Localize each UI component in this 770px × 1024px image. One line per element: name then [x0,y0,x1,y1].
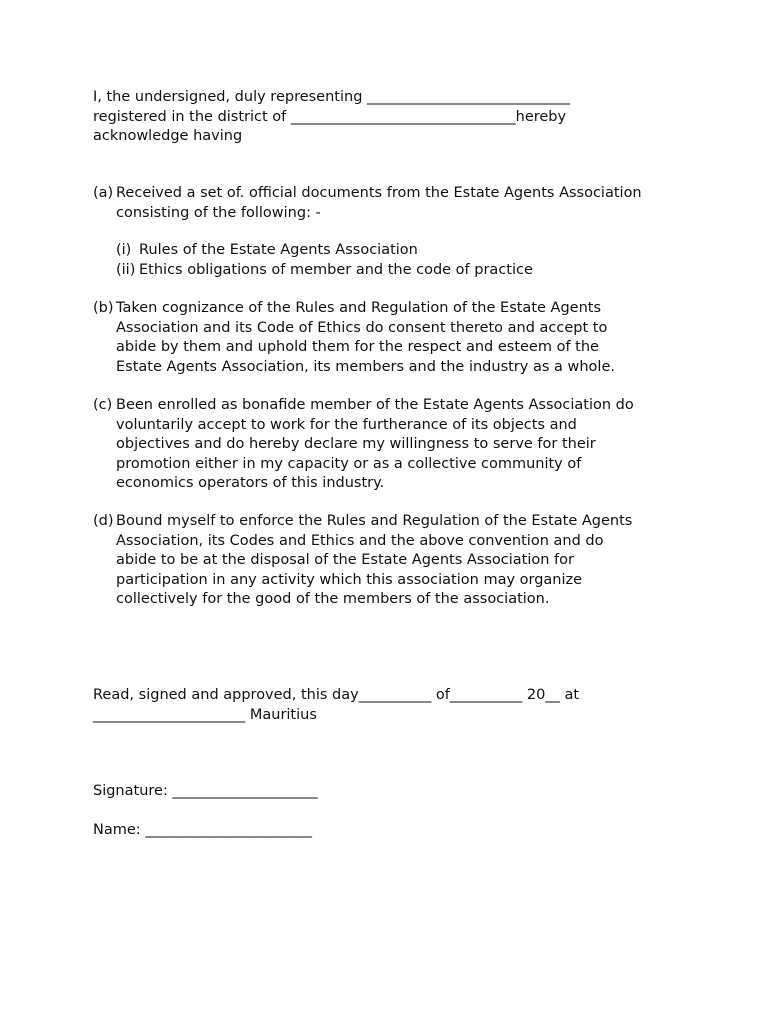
clause-line: Association and its Code of Ethics do consent thereto and accept to [116,319,608,336]
intro-paragraph [93,88,693,147]
subclause-i [116,241,676,261]
clause-label: (d) [93,513,114,529]
subclause-ii [116,261,676,281]
clause-text [116,396,683,494]
subclause-text: Ethics obligations of member and the code of practice [139,262,533,278]
clause-line: objectives and do hereby declare my willingness to serve for their [116,436,596,452]
clause-line: participation in any activity which this association may organize [116,571,583,588]
intro-line: I, the undersigned, duly representing ____________________________ [93,89,571,105]
subclause-text: Rules of the Estate Agents Association [139,242,418,258]
closing-paragraph [93,686,693,725]
intro-line: registered in the district of _______________________________hereby [93,108,567,125]
clause-text [116,299,683,377]
clause-line: economics operators of this industry. [116,475,385,491]
clause-label: (a) [93,185,114,201]
subclause-label: (i) [116,242,132,258]
clause-line: consisting of the following: - [116,204,321,221]
clause-line: voluntarily accept to work for the furtherance of its objects and [116,416,577,433]
signature-line: Signature: ____________________ [93,783,318,799]
clause-label: (b) [93,300,114,316]
clause-line: Bound myself to enforce the Rules and Regulation of the Estate Agents [116,513,633,529]
clause-line: abide to be at the disposal of the Estate Agents Association for [116,552,574,568]
clause-line: promotion either in my capacity or as a collective community of [116,455,582,472]
clause-label: (c) [93,397,113,413]
clause-line: collectively for the good of the members of the association. [116,591,550,607]
clause-line: Taken cognizance of the Rules and Regulation of the Estate Agents [116,300,602,316]
clause-a [93,184,683,223]
clause-d [93,512,683,610]
clause-line: Received a set of. official documents from the Estate Agents Association [116,185,642,201]
name-line: Name: _______________________ [93,822,313,838]
clause-line: Estate Agents Association, its members and the industry as a whole. [116,358,615,375]
intro-line: acknowledge having [93,128,243,144]
closing-line: _____________________ Mauritius [93,706,317,723]
closing-line: Read, signed and approved, this day__________ of__________ 20__ at [93,687,580,703]
clause-line: Been enrolled as bonafide member of the Estate Agents Association do [116,397,634,413]
subclause-label: (ii) [116,262,136,278]
clause-text [116,512,683,610]
clause-c [93,396,683,494]
clause-b [93,299,683,377]
clause-text [116,184,683,223]
clause-line: Association, its Codes and Ethics and the above convention and do [116,532,604,549]
clause-line: abide by them and uphold them for the respect and esteem of the [116,339,599,355]
